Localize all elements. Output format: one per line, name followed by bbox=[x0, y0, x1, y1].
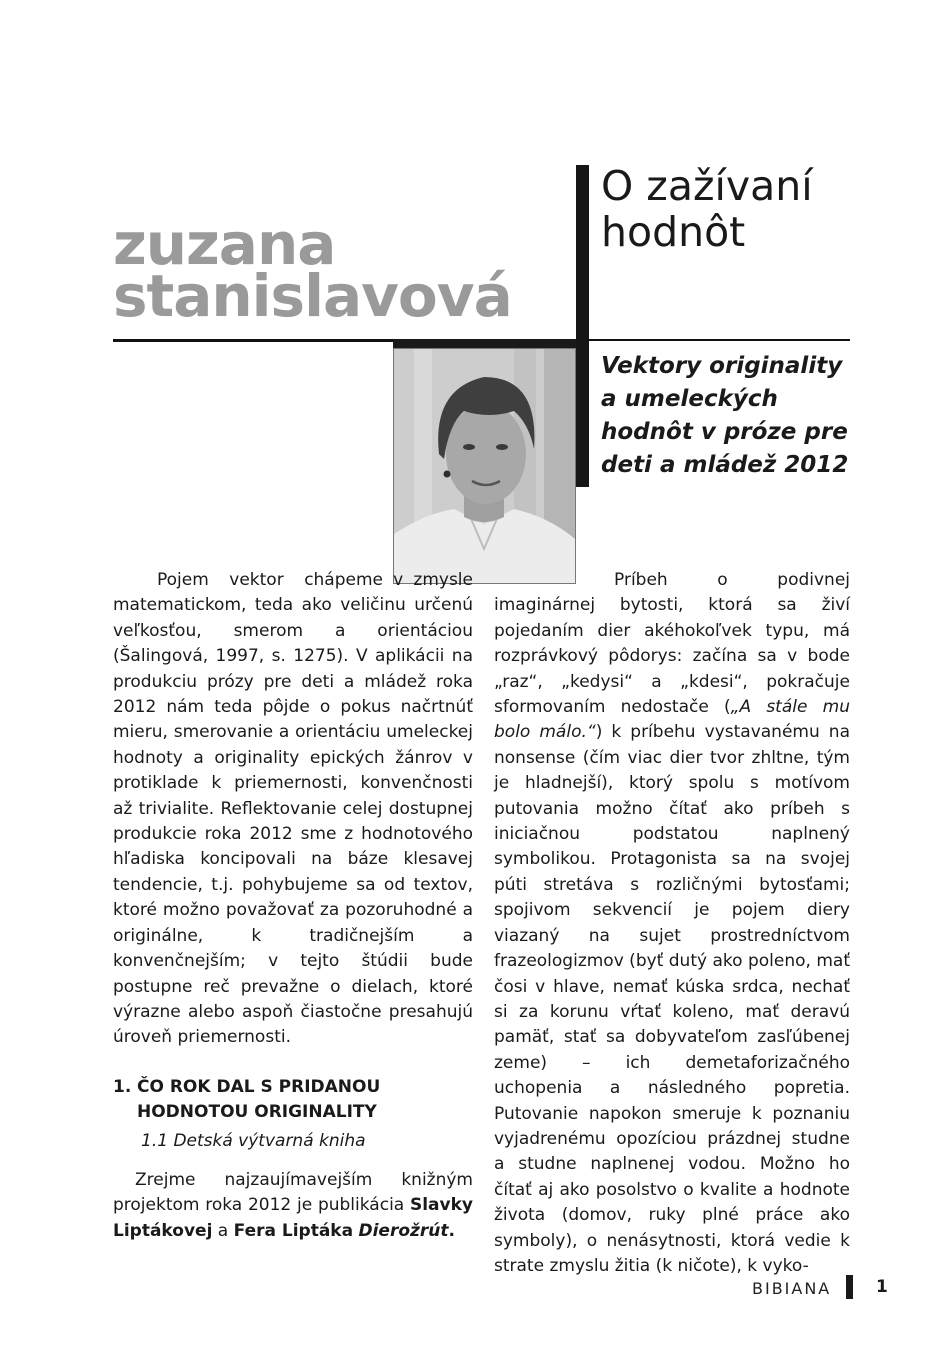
subsection-heading: 1.1 Detská výtvarná kniha bbox=[141, 1130, 366, 1151]
section-heading bbox=[113, 1075, 473, 1125]
quote-italic: „A stále mu bolo málo.“ bbox=[494, 697, 850, 743]
book-title: Dierožrút bbox=[358, 1220, 449, 1241]
horizontal-rule-right bbox=[588, 339, 850, 341]
author-last-name: stanislavová bbox=[113, 262, 512, 330]
text-run: ) k príbehu vystavanému na nonsense (čím viac dier tvor zhltne, tým je hladnejší), ktorý spolu s motívom putovania možno čítať ako príbeh s iniciačnou podstatou naplnený symbolikou. Protagonista sa na svojej púti stretáva s rozličnými bytosťami; spojivom sekvencií je pojem diery viazaný na sujet prostredníctvom frazeologizmov (byť dutý ako poleno, mať čosi v hlave, nemať kúska srdca, nechať si za korunu vŕtať koleno, mať deravú pamäť, stať sa dobyvateľom zasľúbenej zeme) – ich demetaforizačného uchopenia a následného popretia. Putovanie napokon smeruje k poznaniu vyjadrenému opozíciou prázdnej studne a studne naplnenej vodou. Možno ho čítať aj ako posolstvo o kvalite a hodnote života (domov, ruky plné práce ako symboly), o nenásytnosti, ktorá vedie k strate zmyslu žitia (k ničote), k vyko- bbox=[494, 722, 850, 1276]
footer-divider-bar bbox=[846, 1275, 853, 1299]
illustrator-name-bold: Fera Liptáka bbox=[233, 1220, 354, 1241]
author-first-name: zuzana bbox=[113, 210, 336, 278]
section-title-line-2: HODNOTOU ORIGINALITY bbox=[137, 1101, 377, 1122]
subtitle-line: deti a mládež 2012 bbox=[601, 452, 849, 478]
title-line-1: O zažívaní bbox=[601, 162, 813, 210]
right-text-column bbox=[494, 568, 850, 1279]
vertical-divider-bar bbox=[576, 165, 589, 487]
paragraph-lead: Pojem vektor chápeme bbox=[157, 570, 383, 590]
page-number: 1 bbox=[876, 1277, 888, 1297]
author-name-bold: Slavky Liptákovej bbox=[113, 1195, 473, 1241]
body-paragraph bbox=[494, 568, 850, 1279]
body-paragraph bbox=[113, 1168, 473, 1244]
article-subtitle bbox=[601, 350, 848, 482]
left-text-column bbox=[113, 568, 473, 1244]
section-title-line-1: ČO ROK DAL S PRIDANOU bbox=[137, 1076, 381, 1097]
text-run: Príbeh o podivnej imaginárnej bytosti, ktorá sa živí pojedaním dier akéhokoľvek typu, má rozprávkový pôdorys: začína sa v bode „raz“, „kedysi“ a „kdesi“, pokračuje sformovaním nedostače ( bbox=[494, 570, 850, 718]
section-number: 1. bbox=[113, 1076, 132, 1097]
paragraph-body: v zmysle matematickom, teda ako veličinu určenú veľkosťou, smerom a orientáciou (Šalingová, 1997, s. 1275). V aplikácii na produkciu prózy pre deti a mládež roka 2012 nám teda pôjde o pokus načrtnúť mieru, smerovanie a orientáciu umeleckej hodnoty a originality epických žánrov v protiklade k priemernosti, konvenčnosti až trivialite. Reflektovanie celej dostupnej produkcie roka 2012 sme z hodnotového hľadiska koncipovali na báze klesavej tendencie, t.j. pohybujeme sa od textov, ktoré možno považovať za pozoruhodné a originálne, k tradičnejším a konvenčnejším; v tejto štúdii bude postupne reč prevažne o dielach, ktoré výrazne alebo aspoň čiastočne presahujú úroveň priemernosti. bbox=[113, 570, 473, 1048]
subtitle-line: hodnôt v próze pre bbox=[601, 419, 848, 445]
portrait-illustration-icon bbox=[394, 349, 575, 583]
author-photo bbox=[393, 348, 576, 584]
text-run: Zrejme najzaujímavejším knižným projektom roka 2012 je publikácia bbox=[113, 1169, 473, 1216]
intro-paragraph bbox=[113, 568, 473, 1051]
paragraph-indent-spacer bbox=[494, 570, 614, 590]
author-name bbox=[113, 210, 512, 330]
text-run: a bbox=[212, 1220, 234, 1241]
text-run: . bbox=[448, 1220, 455, 1241]
journal-logo: BIBIANA bbox=[752, 1279, 832, 1298]
photo-top-bar bbox=[393, 339, 576, 348]
subtitle-line: a umeleckých bbox=[601, 386, 778, 412]
subtitle-line: Vektory originality bbox=[601, 353, 843, 379]
article-title bbox=[601, 163, 813, 255]
title-line-2: hodnôt bbox=[601, 208, 746, 256]
